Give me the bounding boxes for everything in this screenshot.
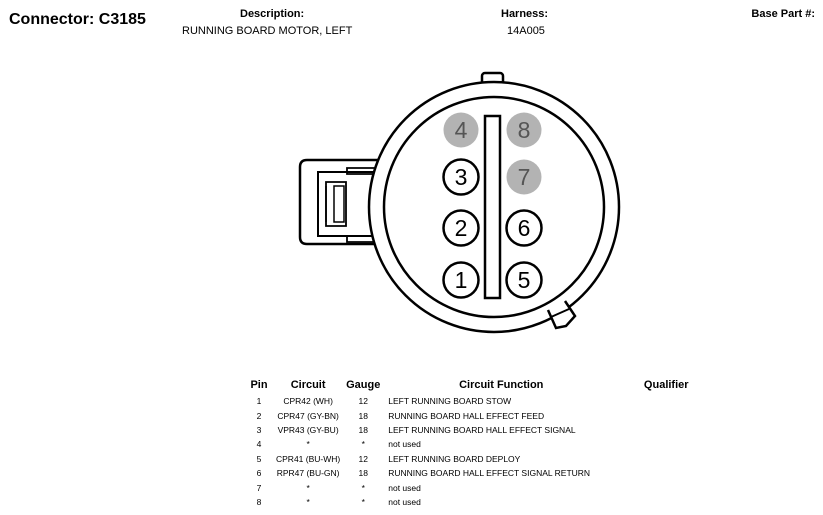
cell-function: LEFT RUNNING BOARD DEPLOY: [388, 453, 521, 464]
cell-gauge: *: [361, 439, 365, 450]
header-gauge: Gauge: [346, 379, 381, 391]
header-pin: Pin: [250, 379, 268, 391]
pin-number: 5: [517, 267, 531, 293]
pin-number: 8: [517, 117, 531, 143]
pin-cavity-7: [507, 160, 542, 195]
cell-circuit: VPR43 (GY-BU): [277, 424, 339, 435]
pinout-header-row: [242, 378, 718, 394]
cell-circuit: RPR47 (BU-GN): [276, 468, 340, 479]
header-qualifier: Qualifier: [643, 379, 689, 391]
pin-number: 2: [454, 215, 468, 241]
cell-circuit: *: [306, 496, 310, 507]
cell-gauge: *: [361, 482, 365, 493]
cell-function: not used: [388, 439, 421, 450]
cell-gauge: 18: [358, 410, 368, 421]
cell-circuit: CPR41 (BU-WH): [276, 453, 341, 464]
cell-function: RUNNING BOARD HALL EFFECT SIGNAL RETURN: [388, 468, 591, 479]
cell-qualifier: [614, 480, 718, 494]
cell-circuit: CPR42 (WH): [283, 396, 333, 407]
harness-label: Harness:: [501, 8, 549, 20]
cell-function: LEFT RUNNING BOARD STOW: [388, 396, 512, 407]
pin-number: 1: [454, 267, 468, 293]
cell-pin: 6: [256, 468, 262, 479]
cell-gauge: *: [361, 496, 365, 507]
cell-qualifier: [614, 452, 718, 466]
cell-function: not used: [388, 482, 421, 493]
cell-gauge: 18: [358, 468, 368, 479]
pin-cavity-4: [444, 113, 479, 148]
cell-qualifier: [614, 437, 718, 451]
table-row: [242, 495, 718, 509]
pin-cavity-8: [507, 113, 542, 148]
cell-qualifier: [614, 423, 718, 437]
cell-function: not used: [388, 496, 421, 507]
cell-pin: 4: [256, 439, 262, 450]
header-circuit-function: Circuit Function: [459, 379, 544, 391]
table-row: [242, 466, 718, 480]
cell-pin: 7: [256, 482, 262, 493]
pin-cavity-2: [444, 211, 479, 246]
cell-pin: 8: [256, 496, 262, 507]
pin-cavity-3: [444, 160, 479, 195]
table-row: [242, 437, 718, 451]
cell-qualifier: [614, 408, 718, 422]
cell-pin: 5: [256, 453, 262, 464]
cell-qualifier: [614, 394, 718, 408]
description-value: RUNNING BOARD MOTOR, LEFT: [182, 25, 353, 37]
pin-cavity-6: [507, 211, 542, 246]
cell-gauge: 12: [358, 396, 368, 407]
harness-value: 14A005: [507, 25, 545, 37]
table-row: [242, 480, 718, 494]
description-label: Description:: [240, 8, 305, 20]
cell-pin: 3: [256, 424, 262, 435]
table-row: [242, 452, 718, 466]
cell-circuit: *: [306, 482, 310, 493]
cell-function: LEFT RUNNING BOARD HALL EFFECT SIGNAL: [388, 424, 576, 435]
cell-gauge: 12: [358, 453, 368, 464]
pin-number: 7: [517, 164, 531, 190]
table-row: [242, 408, 718, 422]
cell-circuit: *: [306, 439, 310, 450]
table-row: [242, 423, 718, 437]
connector-title: Connector: C3185: [9, 11, 146, 28]
cell-function: RUNNING BOARD HALL EFFECT FEED: [388, 410, 545, 421]
pin-number: 4: [454, 117, 468, 143]
header-circuit: Circuit: [290, 379, 326, 391]
table-row: [242, 394, 718, 408]
cell-qualifier: [614, 495, 718, 509]
base-part-label: Base Part #:: [751, 8, 815, 20]
pin-cavity-1: [444, 263, 479, 298]
cell-gauge: 18: [358, 424, 368, 435]
pin-number: 3: [454, 164, 468, 190]
cell-pin: 2: [256, 410, 262, 421]
cell-pin: 1: [256, 396, 262, 407]
pin-cavity-5: [507, 263, 542, 298]
cell-qualifier: [614, 466, 718, 480]
cell-circuit: CPR47 (GY-BN): [277, 410, 339, 421]
pin-number: 6: [517, 215, 531, 241]
pinout-table: [242, 378, 718, 509]
